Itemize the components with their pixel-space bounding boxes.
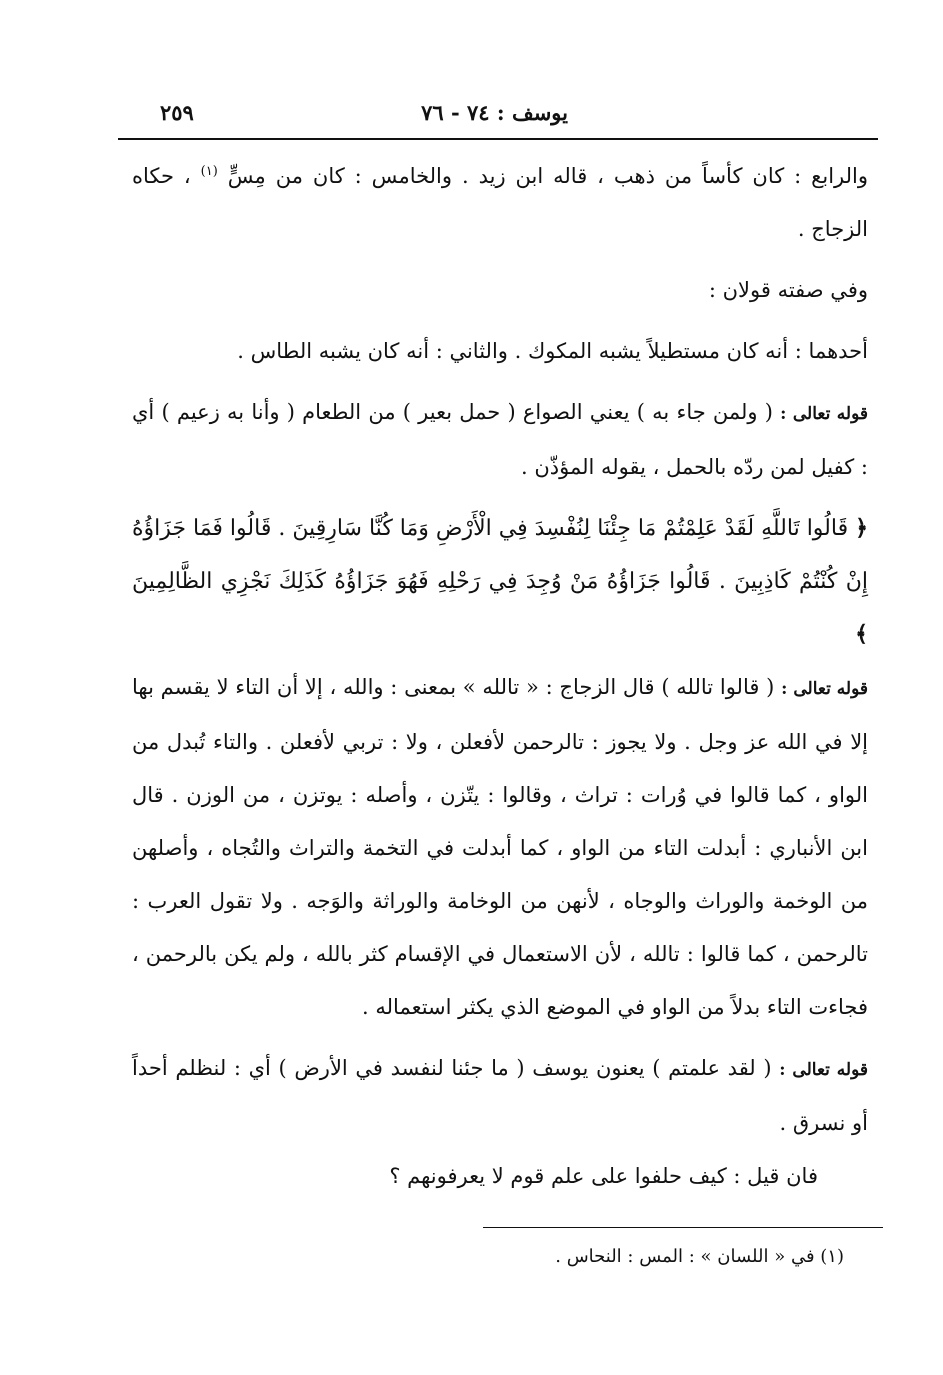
- verse-open-bracket: ﴿: [855, 515, 868, 541]
- commentary-text: ( قالوا تالله ) قال الزجاج : « تالله » بمعنى : والله ، إلا أن التاء لا يقسم بها إلا في الله عز وجل . ولا يجوز : تالرحمن لأفعلن ، ولا : تربي لأفعلن . والتاء تُبدل من الواو ، كما قالوا في وُرات : تراث ، وقالوا : يتّزن ، وأصله : يوتزن ، من الوزن . قال ابن الأنباري : أبدلت التاء من الواو ، كما أبدلت في التخمة والتراث والتُجاه ، وأصلهن من الوخمة والوراث والوجاه ، لأنهن من الوخامة والوراثة والوَجه . ولا تقول العرب : تالرحمن ، كما قالوا : تالله ، لأن الاستعمال في الإقسام كثر بالله ، ولم يكن بالرحمن ، فجاءت التاء بدلاً من الواو في الموضع الذي يكثر استعماله .: [132, 675, 868, 1019]
- page-header: [118, 92, 878, 132]
- paragraph-question: فان قيل : كيف حلفوا على علم قوم لا يعرفونهم ؟: [389, 1164, 818, 1188]
- paragraph-fifth-opinion: [132, 150, 868, 256]
- text-run: والرابع : كان كأساً من ذهب ، قاله ابن زيد . والخامس : كان من مِسٍّ: [227, 164, 868, 188]
- verse-close-bracket: ﴾: [855, 621, 868, 647]
- main-text: [132, 150, 868, 1203]
- text-run: ، حكاه الزجاج .: [132, 164, 868, 241]
- running-title: يوسف : ٧٤ - ٧٦: [421, 100, 568, 125]
- paragraph-commentary-1: [132, 386, 868, 494]
- commentary-text: ( لقد علمتم ) يعنون يوسف ( ما جئنا لنفسد في الأرض ) أي : لنظلم أحداً أو نسرق .: [132, 1056, 868, 1135]
- paragraph-commentary-3: [132, 1042, 868, 1150]
- footnote: (١) في « اللسان » : المس : النحاس .: [555, 1246, 844, 1267]
- commentary-lead: قوله تعالى :: [781, 679, 868, 699]
- verse-text: قَالُوا تَاللَّهِ لَقَدْ عَلِمْتُمْ مَا جِئْنَا لِنُفْسِدَ فِي الْأَرْضِ وَمَا كُنَّا سَارِقِينَ . قَالُوا فَمَا جَزَاؤُهُ إِنْ كُنْتُمْ كَاذِبِينَ . قَالُوا جَزَاؤُهُ مَنْ وُجِدَ فِي رَحْلِهِ فَهُوَ جَزَاؤُهُ كَذَلِكَ نَجْزِي الظَّالِمِينَ: [132, 516, 868, 594]
- commentary-lead: قوله تعالى :: [779, 1060, 869, 1080]
- commentary-lead: قوله تعالى :: [780, 404, 868, 424]
- commentary-text: ( ولمن جاء به ) يعني الصواع ( حمل بعير ) من الطعام ( وأنا به زعيم ) أي : كفيل لمن ردّه بالحمل ، يقوله المؤذّن .: [132, 400, 868, 479]
- footnote-marker: (١): [200, 164, 218, 179]
- quran-verse: [132, 502, 868, 661]
- paragraph-commentary-2: [132, 661, 868, 1034]
- paragraph-two-opinions: أحدهما : أنه كان مستطيلاً يشبه المكوك . والثاني : أنه كان يشبه الطاس .: [237, 339, 868, 363]
- paragraph-description: وفي صفته قولان :: [708, 278, 868, 302]
- header-rule: [118, 138, 878, 140]
- footnote-rule: [483, 1227, 883, 1228]
- page-number: ٢٥٩: [160, 100, 194, 125]
